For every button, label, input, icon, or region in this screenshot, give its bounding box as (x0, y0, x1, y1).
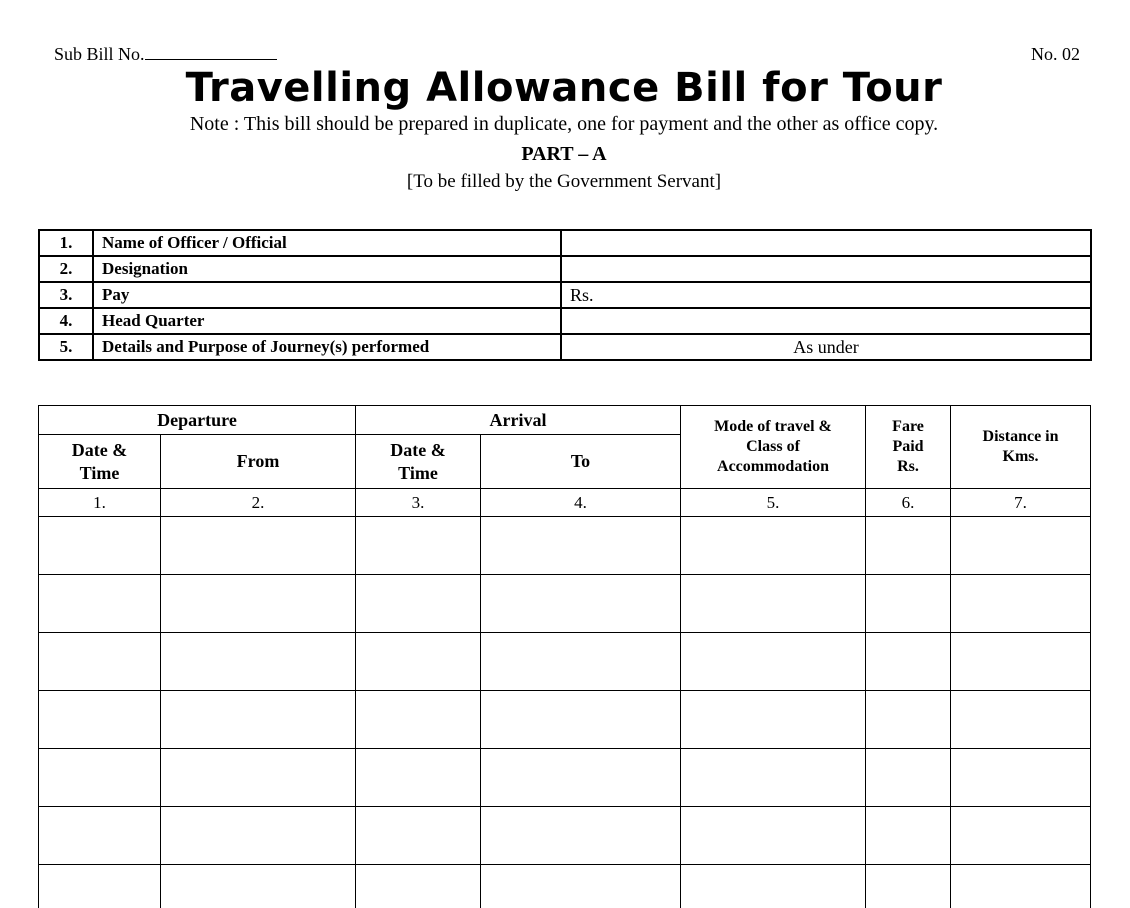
journey-cell[interactable] (481, 633, 681, 691)
journey-cell[interactable] (39, 691, 161, 749)
journey-cell[interactable] (39, 575, 161, 633)
row-label: Pay (93, 282, 561, 308)
page-title: Travelling Allowance Bill for Tour (185, 65, 943, 111)
row-value[interactable] (561, 256, 1091, 282)
arrival-group-header: Arrival (356, 406, 681, 435)
journey-cell[interactable] (39, 517, 161, 575)
sub-bill-no (54, 40, 277, 65)
journey-cell[interactable] (681, 807, 866, 865)
row-label: Name of Officer / Official (93, 230, 561, 256)
row-number: 5. (39, 334, 93, 360)
journey-cell[interactable] (866, 865, 951, 908)
journey-table (38, 405, 1091, 908)
row-label: Details and Purpose of Journey(s) performed (93, 334, 561, 360)
journey-cell[interactable] (681, 691, 866, 749)
row-label: Designation (93, 256, 561, 282)
column-number: 6. (866, 489, 951, 517)
journey-empty-row (39, 691, 1091, 749)
journey-cell[interactable] (356, 807, 481, 865)
group-header-row (39, 406, 1091, 435)
top-line (38, 40, 1090, 65)
column-number: 5. (681, 489, 866, 517)
journey-cell[interactable] (951, 575, 1091, 633)
table-row (39, 282, 1091, 308)
journey-cell[interactable] (161, 575, 356, 633)
journey-cell[interactable] (481, 749, 681, 807)
journey-cell[interactable] (681, 749, 866, 807)
note-text: Note : This bill should be prepared in duplicate, one for payment and the other as office copy. (189, 113, 939, 136)
row-number: 3. (39, 282, 93, 308)
journey-cell[interactable] (161, 807, 356, 865)
journey-cell[interactable] (161, 633, 356, 691)
column-number: 4. (481, 489, 681, 517)
journey-empty-row (39, 517, 1091, 575)
journey-cell[interactable] (39, 807, 161, 865)
journey-cell[interactable] (481, 691, 681, 749)
journey-cell[interactable] (866, 633, 951, 691)
journey-empty-row (39, 865, 1091, 908)
fare-paid-header: Fare Paid Rs. (866, 406, 951, 489)
journey-cell[interactable] (951, 865, 1091, 908)
journey-cell[interactable] (951, 691, 1091, 749)
journey-cell[interactable] (356, 517, 481, 575)
mode-of-travel-header: Mode of travel & Class of Accommodation (681, 406, 866, 489)
row-value[interactable]: Rs. (561, 282, 1091, 308)
journey-cell[interactable] (161, 517, 356, 575)
to-header: To (481, 435, 681, 489)
journey-cell[interactable] (356, 575, 481, 633)
row-value[interactable]: As under (561, 334, 1091, 360)
journey-cell[interactable] (866, 807, 951, 865)
journey-cell[interactable] (481, 517, 681, 575)
journey-cell[interactable] (951, 749, 1091, 807)
journey-cell[interactable] (161, 691, 356, 749)
sub-bill-blank[interactable] (145, 40, 277, 60)
column-number-row (39, 489, 1091, 517)
arrival-datetime-header: Date & Time (356, 435, 481, 489)
column-number: 1. (39, 489, 161, 517)
journey-cell[interactable] (481, 575, 681, 633)
column-number: 3. (356, 489, 481, 517)
from-header: From (161, 435, 356, 489)
journey-cell[interactable] (866, 575, 951, 633)
journey-cell[interactable] (681, 633, 866, 691)
journey-cell[interactable] (866, 691, 951, 749)
journey-cell[interactable] (481, 807, 681, 865)
journey-cell[interactable] (681, 517, 866, 575)
departure-group-header: Departure (39, 406, 356, 435)
journey-cell[interactable] (681, 865, 866, 908)
table-row (39, 308, 1091, 334)
departure-datetime-header: Date & Time (39, 435, 161, 489)
journey-empty-row (39, 749, 1091, 807)
row-number: 4. (39, 308, 93, 334)
distance-header: Distance in Kms. (951, 406, 1091, 489)
journey-cell[interactable] (39, 865, 161, 908)
table-row (39, 230, 1091, 256)
table-row (39, 334, 1091, 360)
journey-cell[interactable] (356, 865, 481, 908)
journey-cell[interactable] (356, 691, 481, 749)
column-number: 2. (161, 489, 356, 517)
part-subheading: [To be filled by the Government Servant] (406, 171, 722, 193)
row-value[interactable] (561, 308, 1091, 334)
journey-cell[interactable] (681, 575, 866, 633)
journey-cell[interactable] (951, 517, 1091, 575)
row-value[interactable] (561, 230, 1091, 256)
journey-cell[interactable] (39, 749, 161, 807)
sub-bill-label: Sub Bill No. (54, 44, 145, 64)
journey-empty-row (39, 575, 1091, 633)
column-number: 7. (951, 489, 1091, 517)
journey-empty-row (39, 633, 1091, 691)
journey-cell[interactable] (481, 865, 681, 908)
row-number: 1. (39, 230, 93, 256)
journey-cell[interactable] (161, 865, 356, 908)
row-label: Head Quarter (93, 308, 561, 334)
table-row (39, 256, 1091, 282)
journey-cell[interactable] (161, 749, 356, 807)
journey-cell[interactable] (866, 749, 951, 807)
part-heading: PART – A (521, 143, 607, 166)
journey-empty-row (39, 807, 1091, 865)
journey-cell[interactable] (866, 517, 951, 575)
journey-cell[interactable] (951, 633, 1091, 691)
doc-number: No. 02 (1031, 44, 1080, 64)
journey-cell[interactable] (39, 633, 161, 691)
journey-cell[interactable] (951, 807, 1091, 865)
officer-info-table (38, 229, 1092, 361)
journey-cell[interactable] (356, 749, 481, 807)
journey-cell[interactable] (356, 633, 481, 691)
row-number: 2. (39, 256, 93, 282)
